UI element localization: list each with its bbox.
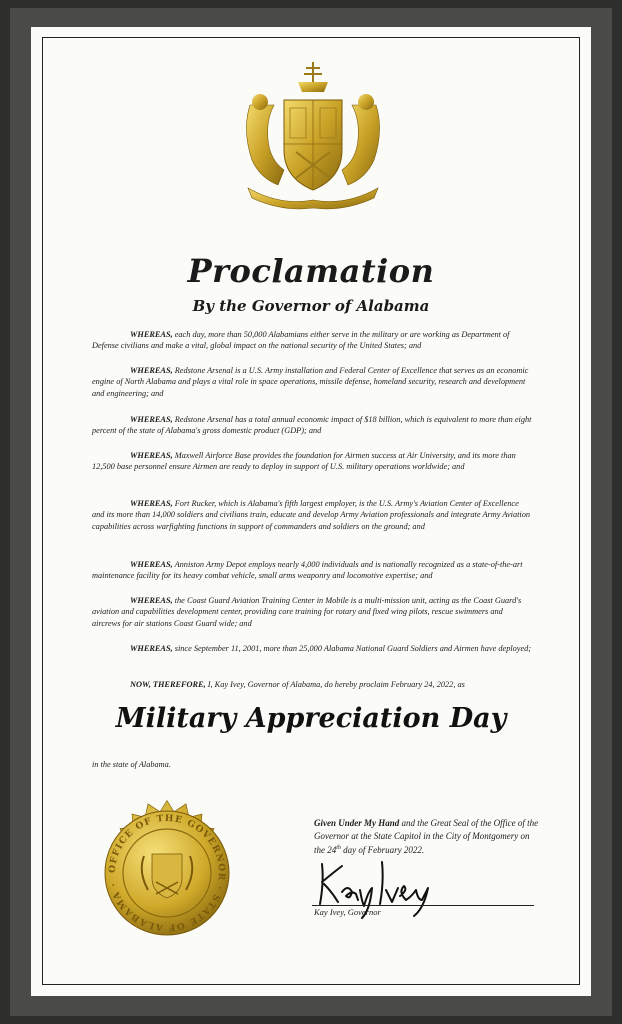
proclaimed-day-title: Military Appreciation Day: [115, 703, 507, 734]
document-title: Proclamation: [187, 252, 435, 290]
whereas-paragraph-2: WHEREAS, Redstone Arsenal is a U.S. Army installation and Federal Center of Excellence that serves as an economic engine of North Alabama and plays a vital role in space operations, missile defense, homeland security, research and development and engineering; and: [92, 366, 529, 398]
document-subtitle: By the Governor of Alabama: [192, 297, 430, 315]
signature-name: Kay Ivey, Governor: [314, 907, 381, 917]
given-under-hand-text: Given Under My Hand and the Great Seal of the Office of the Governor at the State Capitol in the City of Montgomery on the 24th day of February 2022.: [314, 818, 539, 855]
whereas-paragraph-8: WHEREAS, since September 11, 2001, more than 25,000 Alabama National Guard Soldiers and Airmen have deployed;: [130, 644, 532, 653]
therefore-paragraph: NOW, THEREFORE, I, Kay Ivey, Governor of Alabama, do hereby proclaim February 24, 2022, as: [130, 680, 465, 689]
signature-line: [312, 905, 534, 906]
in-state-text: in the state of Alabama.: [92, 760, 171, 769]
whereas-paragraph-7: WHEREAS, the Coast Guard Aviation Training Center in Mobile is a multi-mission unit, acting as the Coast Guard's aviation and capabilities development center, providing core training for rotary and fixed wing pilots, rescue swimmers and aircrews for air stations Coast Guard wide; and: [92, 596, 522, 628]
whereas-paragraph-4: WHEREAS, Maxwell Airforce Base provides the foundation for Airmen success at Air University, and its more than 12,500 base personnel ensure Airmen are ready to deploy in support of U.S. military operations worldwide; and: [92, 451, 516, 472]
seal-text: OFFICE OF THE GOVERNOR · STATE OF ALABAMA ·: [107, 813, 227, 933]
great-seal-icon: [88, 794, 246, 952]
whereas-paragraph-1: WHEREAS, each day, more than 50,000 Alabamians either serve in the military or are working as Department of Defense civilians and make a vital, global impact on the national security of the United States; and: [92, 330, 510, 351]
whereas-paragraph-6: WHEREAS, Anniston Army Depot employs nearly 4,000 individuals and is nationally recognized as a state-of-the-art maintenance facility for its heavy combat vehicle, small arms weaponry and locomotive expertise; and: [92, 560, 523, 581]
whereas-paragraph-3: WHEREAS, Redstone Arsenal has a total annual economic impact of $18 billion, which is equivalent to more than eight percent of the state of Alabama's gross domestic product (GDP); and: [92, 415, 532, 436]
whereas-paragraph-5: WHEREAS, Fort Rucker, which is Alabama's fifth largest employer, is the U.S. Army's Aviation Center of Excellence and its more than 14,000 soldiers and civilians train, educate and develop Army Aviation professionals and integrate Army Aviation capabilities across warfighting functions in support of commanders and soldiers on the ground; and: [92, 499, 531, 531]
alabama-coat-of-arms-icon: [240, 60, 386, 210]
